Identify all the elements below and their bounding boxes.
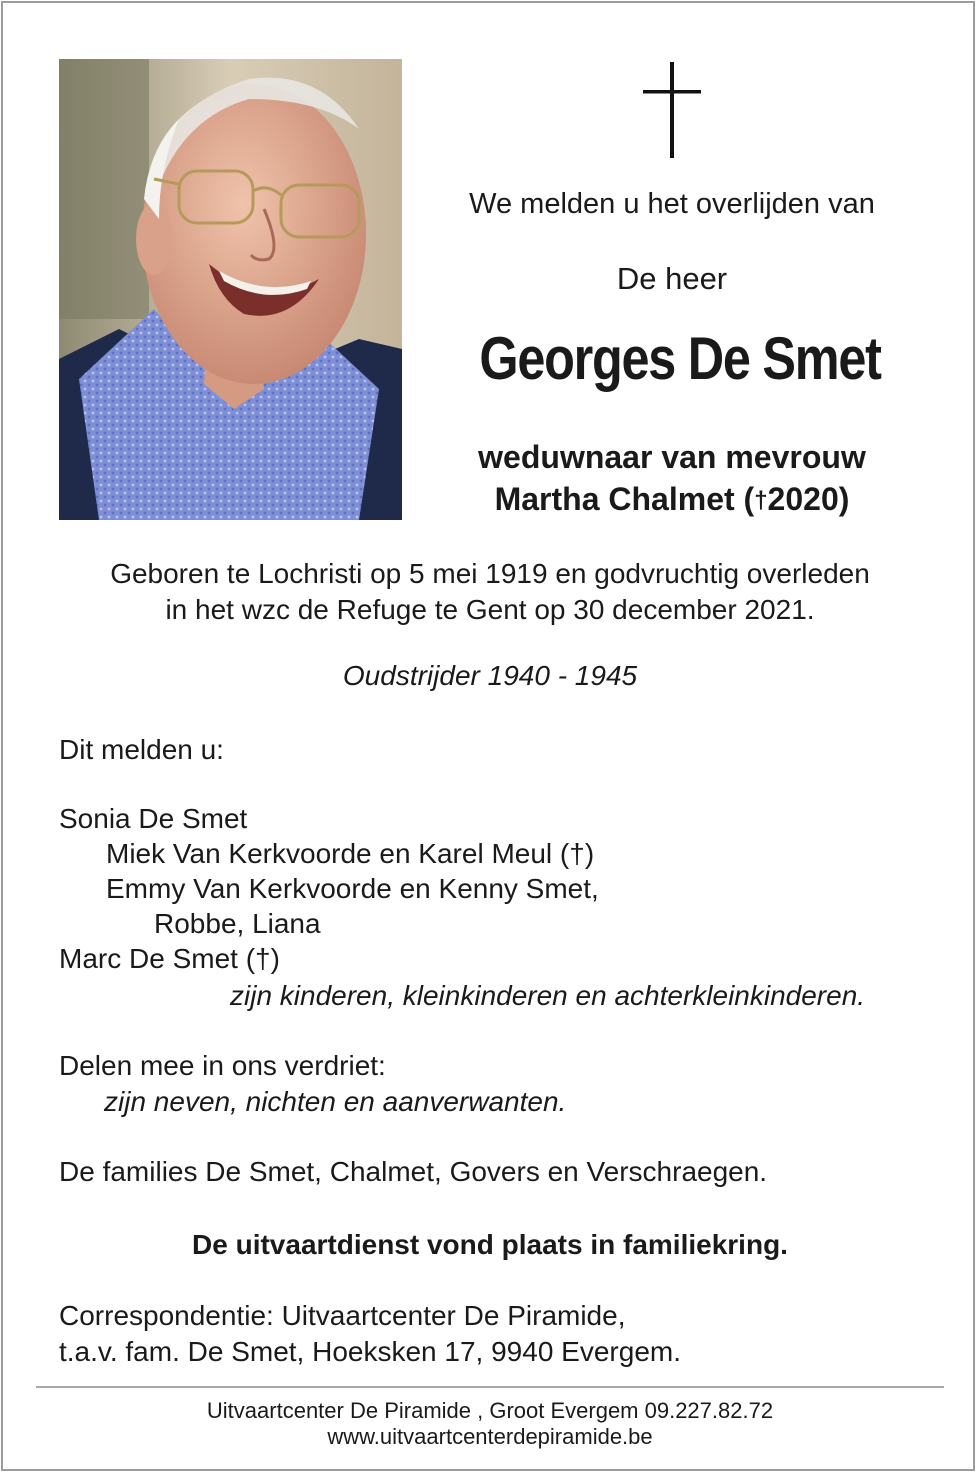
- cross-icon: [643, 62, 701, 158]
- intro-text: We melden u het overlijden van: [469, 188, 875, 220]
- widow-line-2-post: 2020): [767, 481, 850, 517]
- family-line-5: Marc De Smet (†): [59, 943, 280, 974]
- grief-text: zijn neven, nichten en aanverwanten.: [104, 1086, 567, 1117]
- veteran-line: Oudstrijder 1940 - 1945: [342, 660, 638, 691]
- widow-line-2-pre: Martha Chalmet (: [494, 481, 755, 517]
- widow-block: [420, 436, 924, 522]
- grief-label: Delen mee in ons verdriet:: [59, 1050, 386, 1081]
- footer-divider: [36, 1386, 944, 1388]
- family-relation: zijn kinderen, kleinkinderen en achterkleinkinderen.: [230, 980, 866, 1011]
- birth-line-2: in het wzc de Refuge te Gent op 30 december 2021.: [165, 594, 815, 625]
- widow-line-1: weduwnaar van mevrouw: [478, 439, 866, 475]
- birth-death-text: [30, 556, 950, 628]
- family-line-3: Emmy Van Kerkvoorde en Kenny Smet,: [106, 873, 599, 904]
- correspondence-line-1: Correspondentie: Uitvaartcenter De Piramide,: [59, 1300, 626, 1331]
- service-line: De uitvaartdienst vond plaats in familiekring.: [192, 1229, 788, 1260]
- family-line-4: Robbe, Liana: [154, 908, 321, 939]
- honorific: De heer: [616, 261, 728, 296]
- families-line: De families De Smet, Chalmet, Govers en Verschraegen.: [59, 1156, 768, 1187]
- family-line-1: Sonia De Smet: [59, 803, 248, 834]
- correspondence-line-2: t.a.v. fam. De Smet, Hoeksken 17, 9940 Evergem.: [59, 1336, 681, 1367]
- portrait-photo: [59, 59, 402, 520]
- deceased-name: Georges De Smet: [479, 325, 881, 392]
- birth-line-1: Geboren te Lochristi op 5 mei 1919 en godvruchtig overleden: [110, 558, 870, 589]
- footer-line-1: Uitvaartcenter De Piramide , Groot Evergem 09.227.82.72: [206, 1398, 774, 1423]
- announce-label: Dit melden u:: [59, 734, 224, 765]
- widow-line-2: [420, 478, 924, 522]
- family-line-2: Miek Van Kerkvoorde en Karel Meul (†): [106, 838, 595, 869]
- dagger-icon: †: [754, 487, 768, 514]
- footer-website: www.uitvaartcenterdepiramide.be: [327, 1424, 653, 1449]
